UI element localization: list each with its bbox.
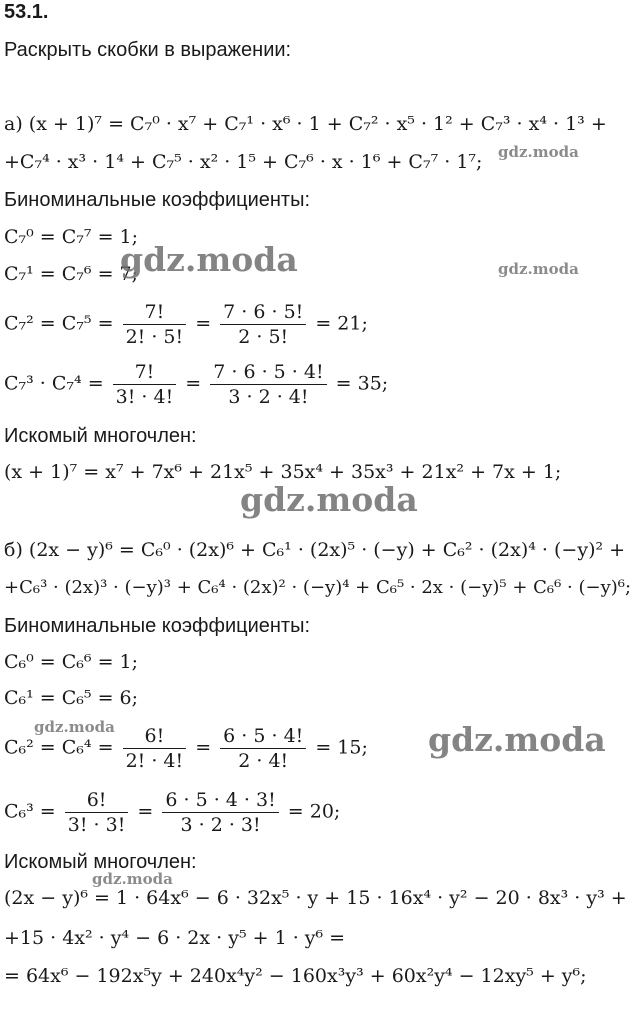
part-a-coef-4-rhs: = 35; <box>335 372 389 395</box>
part-a-coef-3-fraction-2 <box>220 300 306 349</box>
part-a-label: а) <box>4 113 23 135</box>
part-a-coef-4 <box>4 360 388 409</box>
part-b-coef-3-lhs: C₆² = C₆⁴ = <box>4 736 114 759</box>
fraction-numerator: 7! <box>123 300 187 325</box>
part-a-coef-1: C₇⁰ = C₇⁷ = 1; <box>4 226 139 248</box>
part-b-expansion-line-2: +C₆³ · (2x)³ · (−y)³ + C₆⁴ · (2x)² · (−y)⁴ + C₆⁵ · 2x · (−y)⁵ + C₆⁶ · (−y)⁶; <box>4 577 632 598</box>
part-a-expansion-line-2: +C₇⁴ · x³ · 1⁴ + C₇⁵ · x² · 1⁵ + C₇⁶ · x · 1⁶ + C₇⁷ · 1⁷; <box>4 151 483 173</box>
fraction-denominator: 3! · 4! <box>115 386 174 408</box>
task-statement: Раскрыть скобки в выражении: <box>4 39 292 61</box>
fraction-denominator: 2! · 4! <box>125 750 184 772</box>
watermark-logo: gdz.moda <box>92 870 173 888</box>
part-a-coef-4-fraction-2 <box>210 360 326 409</box>
fraction-denominator: 2! · 5! <box>125 326 184 348</box>
part-a-expansion-line-1 <box>4 112 607 136</box>
fraction-numerator: 7 · 6 · 5 · 4! <box>210 360 326 385</box>
part-a-coef-3-rhs: = 21; <box>315 312 368 335</box>
fraction-denominator: 3 · 2 · 3! <box>180 814 261 836</box>
equals-sign: = <box>195 736 212 759</box>
fraction-numerator: 6! <box>65 788 129 813</box>
part-b-expansion-text-1: (2x − y)⁶ = C₆⁰ · (2x)⁶ + C₆¹ · (2x)⁵ · (−y) + C₆² · (2x)⁴ · (−y)² + <box>28 539 626 561</box>
fraction-numerator: 7 · 6 · 5! <box>220 300 306 325</box>
equals-sign: = <box>185 372 202 395</box>
fraction-numerator: 6 · 5 · 4! <box>220 724 306 749</box>
equals-sign: = <box>195 312 212 335</box>
fraction-denominator: 2 · 4! <box>238 750 289 772</box>
fraction-denominator: 3! · 3! <box>67 814 126 836</box>
watermark-logo: gdz.moda <box>120 240 298 279</box>
part-b-result-line-1: (2x − y)⁶ = 1 · 64x⁶ − 6 · 32x⁵ · y + 15 · 16x⁴ · y² − 20 · 8x³ · y³ + <box>4 887 627 909</box>
part-b-coef-2: C₆¹ = C₆⁵ = 6; <box>4 687 139 709</box>
watermark-logo: gdz.moda <box>498 143 579 161</box>
part-b-coef-heading: Биноминальные коэффициенты: <box>4 615 311 637</box>
fraction-numerator: 7! <box>113 360 177 385</box>
part-b-coef-4-rhs: = 20; <box>287 800 341 823</box>
watermark-logo: gdz.moda <box>34 718 115 736</box>
part-a-expansion-text-1: (x + 1)⁷ = C₇⁰ · x⁷ + C₇¹ · x⁶ · 1 + C₇² · x⁵ · 1² + C₇³ · x⁴ · 1³ + <box>28 113 607 135</box>
part-a-coef-3-fraction-1 <box>123 300 187 349</box>
fraction-numerator: 6! <box>123 724 187 749</box>
fraction-numerator: 6 · 5 · 4 · 3! <box>162 788 278 813</box>
part-b-coef-1: C₆⁰ = C₆⁶ = 1; <box>4 651 139 673</box>
part-b-result-line-2: +15 · 4x² · y⁴ − 6 · 2x · y⁵ + 1 · y⁶ = <box>4 927 346 949</box>
part-a-result: (x + 1)⁷ = x⁷ + 7x⁶ + 21x⁵ + 35x⁴ + 35x³ + 21x² + 7x + 1; <box>4 461 562 483</box>
part-b-result-line-3: = 64x⁶ − 192x⁵y + 240x⁴y² − 160x³y³ + 60x²y⁴ − 12xy⁵ + y⁶; <box>4 965 587 987</box>
part-b-coef-4-fraction-1 <box>65 788 129 837</box>
part-b-coef-4-fraction-2 <box>162 788 278 837</box>
part-a-coef-3 <box>4 300 368 349</box>
part-b-expansion-line-1 <box>4 538 625 562</box>
fraction-denominator: 3 · 2 · 4! <box>228 386 309 408</box>
part-b-coef-3-fraction-2 <box>220 724 306 773</box>
part-b-coef-3-rhs: = 15; <box>315 736 368 759</box>
part-a-coef-3-lhs: C₇² = C₇⁵ = <box>4 312 114 335</box>
part-a-coef-heading: Биноминальные коэффициенты: <box>4 189 311 211</box>
part-b-coef-4-lhs: C₆³ = <box>4 800 56 823</box>
watermark-logo: gdz.moda <box>428 720 606 759</box>
part-a-result-heading: Искомый многочлен: <box>4 425 197 447</box>
part-a-coef-2: C₇¹ = C₇⁶ = 7; <box>4 263 139 285</box>
part-b-coef-3-fraction-1 <box>123 724 187 773</box>
part-b-coef-4 <box>4 788 340 837</box>
part-b-label: б) <box>4 539 23 561</box>
fraction-denominator: 2 · 5! <box>238 326 289 348</box>
part-b-result-heading: Искомый многочлен: <box>4 851 197 873</box>
watermark-logo: gdz.moda <box>498 260 579 278</box>
equals-sign: = <box>137 800 154 823</box>
part-a-coef-4-fraction-1 <box>113 360 177 409</box>
watermark-logo: gdz.moda <box>240 480 418 519</box>
problem-number: 53.1. <box>4 1 49 23</box>
part-a-coef-4-lhs: C₇³ · C₇⁴ = <box>4 372 104 395</box>
